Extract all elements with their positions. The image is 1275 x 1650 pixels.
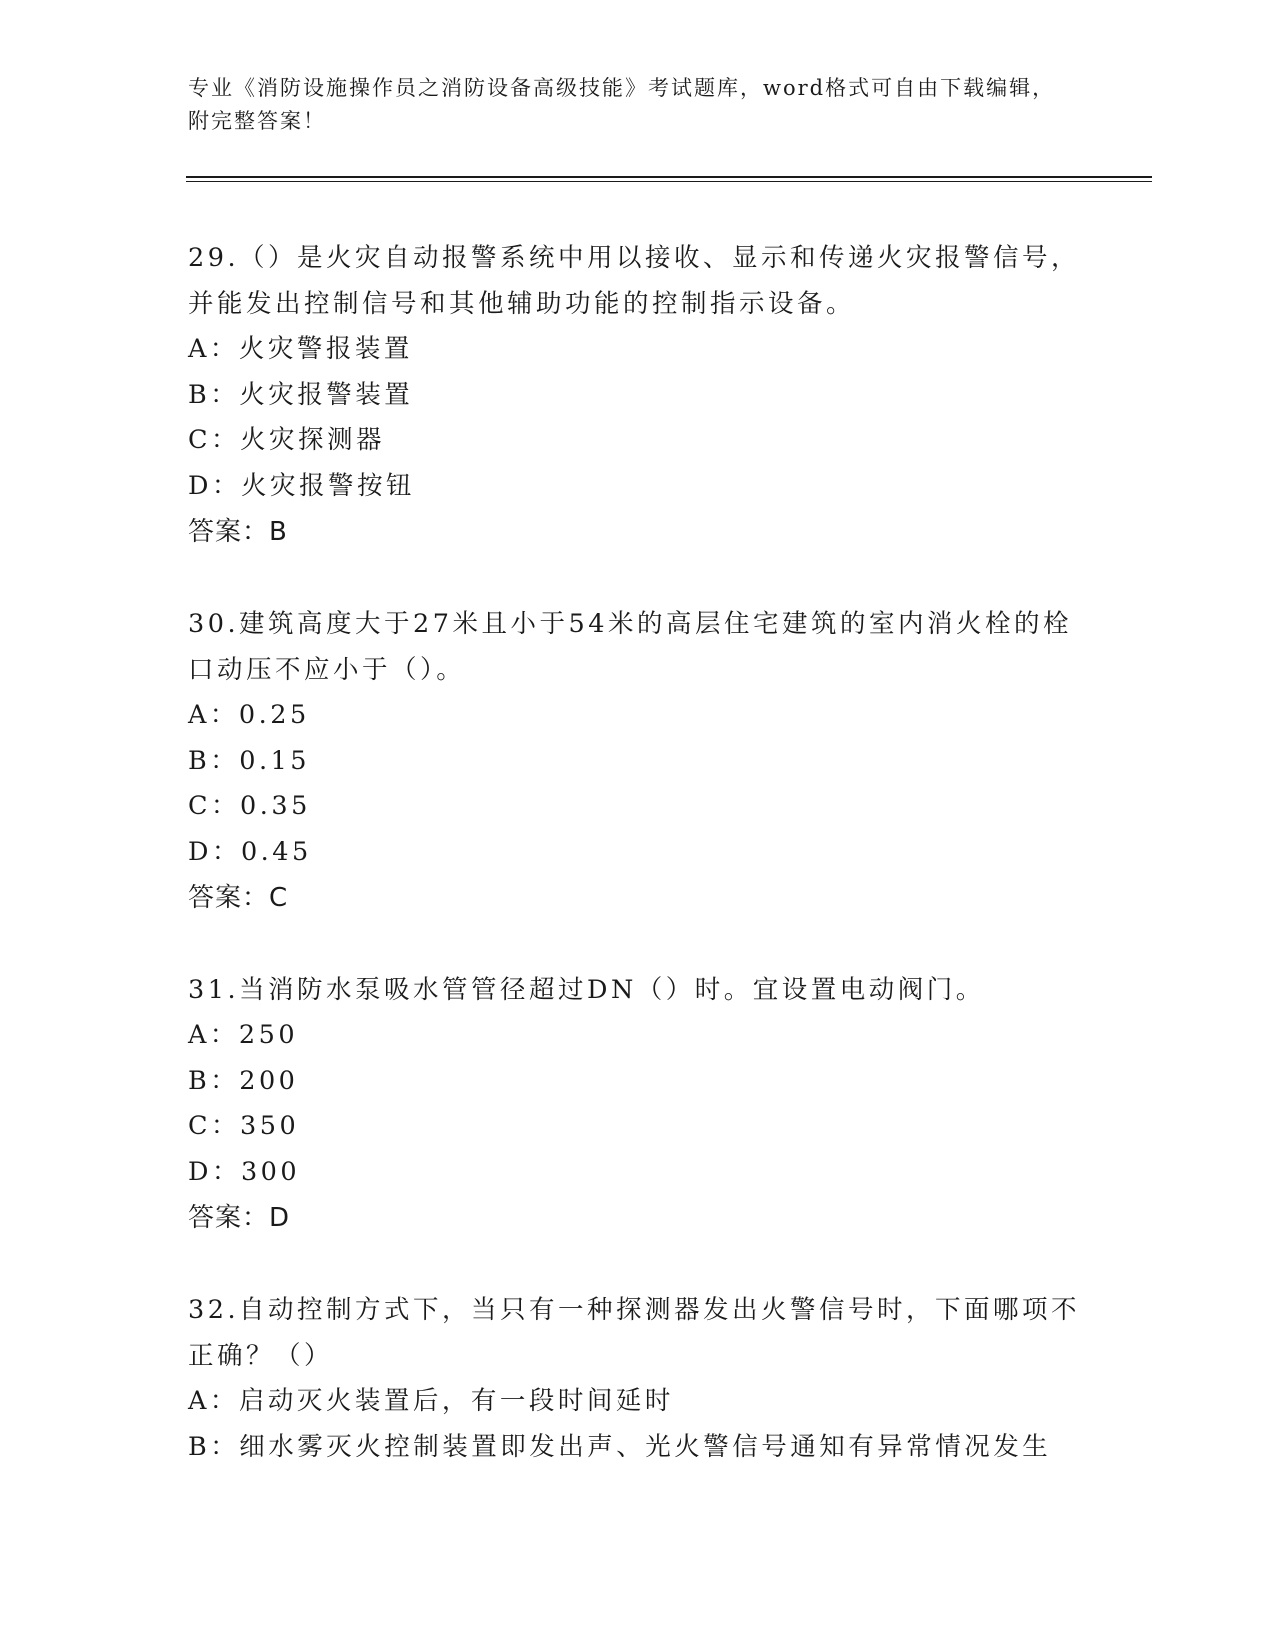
question-text: 29.（）是火灾自动报警系统中用以接收、显示和传递火灾报警信号，并能发出控制信号和其他辅助功能的控制指示设备。 <box>188 243 1081 319</box>
option-b: B：细水雾灭火控制装置即发出声、光火警信号通知有异常情况发生 <box>188 1431 1052 1462</box>
question-30 <box>188 601 1088 921</box>
answer: 答案：B <box>188 517 288 547</box>
question-list <box>188 235 1088 1516</box>
option-a: A：火灾警报装置 <box>188 334 413 364</box>
option-a: A：启动灭火装置后，有一段时间延时 <box>188 1386 674 1416</box>
question-text: 32.自动控制方式下，当只有一种探测器发出火警信号时，下面哪项不正确？（） <box>188 1295 1081 1371</box>
option-b: B：火灾报警装置 <box>188 379 414 410</box>
question-31 <box>188 967 1088 1241</box>
option-b: B：0.15 <box>188 745 311 776</box>
option-b: B：200 <box>188 1065 299 1096</box>
option-a: A：250 <box>188 1020 299 1050</box>
option-d: D：0.45 <box>188 836 312 867</box>
document-header: 专业《消防设施操作员之消防设备高级技能》考试题库，word格式可自由下载编辑，附完整答案！ <box>188 76 1056 133</box>
option-a: A：0.25 <box>188 700 310 730</box>
option-d: D：300 <box>188 1156 301 1187</box>
option-c: C：350 <box>188 1111 300 1141</box>
question-text: 30.建筑高度大于27米且小于54米的高层住宅建筑的室内消火栓的栓口动压不应小于（）。 <box>188 609 1072 685</box>
question-29 <box>188 235 1088 555</box>
option-d: D：火灾报警按钮 <box>188 470 415 501</box>
question-text: 31.当消防水泵吸水管管径超过DN（）时。宜设置电动阀门。 <box>188 975 985 1005</box>
answer: 答案：C <box>188 883 289 913</box>
option-c: C：火灾探测器 <box>188 425 386 455</box>
answer: 答案：D <box>188 1203 291 1233</box>
header-divider-thin <box>186 181 1152 182</box>
question-32 <box>188 1287 1088 1470</box>
option-c: C：0.35 <box>188 791 311 821</box>
header-divider <box>186 176 1152 178</box>
